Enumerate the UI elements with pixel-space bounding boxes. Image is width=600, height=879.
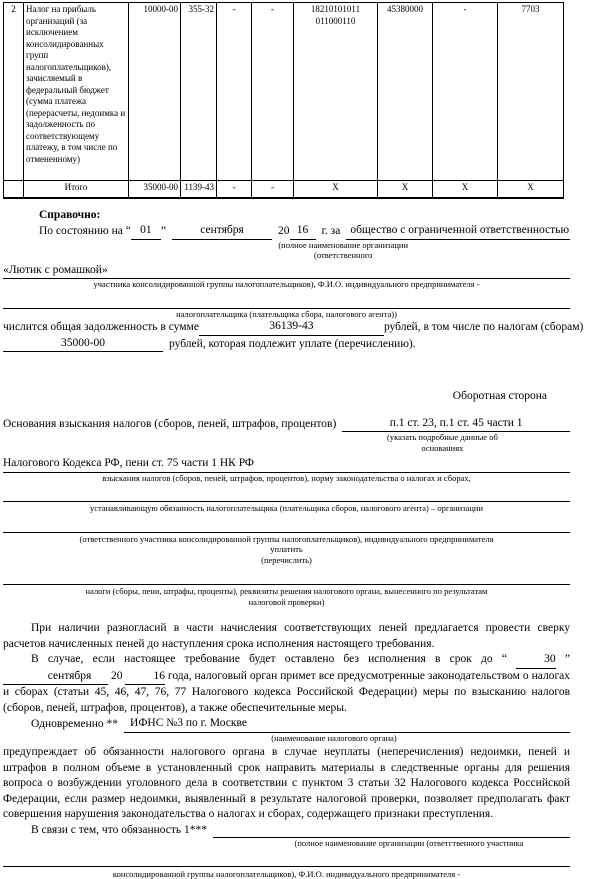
dash-cell: - bbox=[433, 3, 498, 181]
pay-caption-2: (перечислить) bbox=[3, 555, 570, 566]
back-side-section bbox=[3, 389, 570, 879]
authority-line bbox=[3, 716, 570, 733]
deadline-day-field: 30 bbox=[516, 652, 556, 669]
total-label-cell: Итого bbox=[24, 181, 129, 198]
tax-debt-suffix: рублей, которая подлежит уплате (перечислению). bbox=[169, 337, 416, 353]
fullname-caption-1: (полное наименование организации (ответственного участника bbox=[248, 838, 570, 849]
participant-caption: участника консолидированной группы налогоплательщиков), Ф.И.О. индивидуального предпринимателя - bbox=[3, 279, 570, 290]
as-of-close-quote: ” bbox=[161, 224, 166, 240]
org-caption-1: (полное наименование организации bbox=[173, 240, 513, 251]
total-kbk-cell: X bbox=[294, 181, 378, 198]
tax-name-cell: Налог на прибыль организаций (за исключением консолидированных групп налогоплательщиков), зачисляемый в федеральный бюджет (сумма платежа (перерасчеты, недоимка и задолженность по соответствующему платежу, в том числе по отмененному) bbox=[24, 3, 129, 181]
deadline-prefix: В случае, если настоящее требование будет оставлено без исполнения в срок до “ bbox=[31, 653, 507, 665]
empty-name-field bbox=[3, 290, 570, 309]
oktmo-cell: 45380000 bbox=[378, 3, 433, 181]
total-dash-cell: X bbox=[433, 181, 498, 198]
table-row-total bbox=[4, 181, 564, 198]
tax-debt-field: 35000-00 bbox=[3, 336, 163, 353]
debt-suffix: рублей, в том числе по налогам (сборам) bbox=[384, 320, 583, 336]
as-of-middle: г. за bbox=[322, 224, 341, 240]
debt-prefix: числится общая задолженность в сумме bbox=[3, 320, 199, 336]
connection-label: В связи с тем, что обязанность 1*** bbox=[31, 823, 207, 839]
pay-caption-1: уплатить bbox=[3, 544, 570, 555]
fullname-caption-2: консолидированной группы налогоплательщиков), Ф.И.О. индивидуального предпринимателя - bbox=[3, 869, 570, 879]
taxes-caption-1: налоги (сборы, пени, штрафы, проценты), реквизиты решения налогового органа, вынесенного по результатам bbox=[3, 586, 570, 597]
empty-field-2 bbox=[3, 514, 570, 533]
total-procenty-cell: - bbox=[252, 181, 294, 198]
company-name-field: «Лютик с ромашкой» bbox=[3, 263, 570, 280]
basis-field: п.1 ст. 23, п.1 ст. 45 части 1 bbox=[342, 416, 570, 433]
total-peni-cell: 1139-43 bbox=[181, 181, 217, 198]
deadline-close-quote: ” bbox=[565, 653, 570, 665]
total-debt-line bbox=[3, 319, 570, 336]
authority-caption: (наименование налогового органа) bbox=[98, 733, 570, 744]
basis-caption-1: (указать подробные данные об bbox=[315, 432, 570, 443]
total-debt-field: 36139-43 bbox=[199, 319, 384, 336]
peni-cell: 355-32 bbox=[181, 3, 217, 181]
warning-paragraph: предупреждает об обязанности налогового органа в случае неуплаты (неперечисления) недоимки, пеней и штрафов в полном объеме в установленный срок направить материалы в следственные органы для решения вопроса о возбуждении уголовного дела в соответствии с пунктом 3 статьи 32 Налогового кодекса Российской Федерации, если размер недоимки, выявленный в результате налоговой проверки, позволяет предполагать факт совершения нарушения законодательства о налогах и сборах, содержащего признаки преступления. bbox=[3, 745, 570, 823]
total-code-cell: X bbox=[498, 181, 564, 198]
as-of-prefix: По состоянию на “ bbox=[39, 224, 131, 240]
kbk-cell: 18210101011 011000110 bbox=[294, 3, 378, 181]
table-row-tax bbox=[4, 3, 564, 181]
undeimka-cell: 10000-00 bbox=[129, 3, 181, 181]
total-oktmo-cell: X bbox=[378, 181, 433, 198]
basis-field-2: Налогового Кодекса РФ, пени ст. 75 части 1 НК РФ bbox=[3, 456, 570, 473]
authority-field: ИФНС №3 по г. Москве bbox=[124, 716, 570, 733]
duty-caption: устанавливающую обязанность налогоплательщика (плательщика сборов, налогового агента) – организации bbox=[3, 503, 570, 514]
as-of-year-prefix: 20 bbox=[278, 224, 290, 240]
org-type-field: общество с ограниченной ответственностью bbox=[346, 223, 570, 240]
row-number-cell: 2 bbox=[4, 3, 24, 181]
deadline-year-field: 16 bbox=[125, 669, 165, 686]
deadline-year-prefix: 20 bbox=[111, 670, 123, 682]
spravochno-section bbox=[3, 208, 570, 353]
total-shtraf-cell: - bbox=[217, 181, 252, 198]
as-of-day-field: 01 bbox=[131, 223, 161, 240]
as-of-date-line bbox=[3, 223, 570, 240]
empty-field-3 bbox=[3, 565, 570, 585]
basis-caption-2: основаниях bbox=[315, 443, 570, 454]
basis-line bbox=[3, 416, 570, 433]
tax-accruals-table bbox=[3, 2, 564, 199]
as-of-month-field: сентября bbox=[172, 223, 272, 240]
basis-label: Основания взыскания налогов (сборов, пеней, штрафов, процентов) bbox=[3, 417, 336, 433]
deadline-paragraph bbox=[3, 652, 570, 716]
simult-label: Одновременно ** bbox=[31, 717, 118, 733]
taxpayer-caption: налогоплательщика (плательщика сбора, налогового агента)) bbox=[3, 309, 570, 320]
disagreement-paragraph: При наличии разногласий в части начисления соответствующих пеней предлагается провести сверку расчетов начисленных пеней до наступления срока исполнения настоящего требования. bbox=[3, 621, 570, 652]
code-cell: 7703 bbox=[498, 3, 564, 181]
org-caption-2: (ответственного bbox=[173, 250, 513, 261]
collect-caption: взыскания налогов (сборов, пеней, штрафов, процентов), норму законодательства о налогах и сборах, bbox=[3, 473, 570, 484]
as-of-year-field: 16 bbox=[290, 223, 316, 240]
tax-debt-line bbox=[3, 336, 570, 353]
empty-field-4 bbox=[3, 849, 570, 867]
shtraf-cell: - bbox=[217, 3, 252, 181]
back-side-label: Оборотная сторона bbox=[3, 389, 570, 405]
total-undeimka-cell: 35000-00 bbox=[129, 181, 181, 198]
deadline-month-field: сентября bbox=[3, 669, 108, 686]
procenty-cell: - bbox=[252, 3, 294, 181]
taxes-caption-2: налоговой проверки) bbox=[3, 597, 570, 608]
connection-line bbox=[3, 823, 570, 839]
spravochno-title: Справочно: bbox=[3, 208, 570, 224]
deadline-suffix: года, налоговый орган примет все предусмотренные законодательством о налогах и сборах (статьи 45, 46, 47, 76, 77 Налогового кодекса Российской Федерации) меры по взысканию налогов (сборов, пеней, штрафов, процентов), а также обеспечительные меры. bbox=[3, 670, 570, 714]
empty-field-1 bbox=[3, 483, 570, 502]
empty-cell bbox=[4, 181, 24, 198]
resp-caption: (ответственного участника консолидированной группы налогоплательщиков), индивидуального предпринимателя bbox=[3, 534, 570, 545]
